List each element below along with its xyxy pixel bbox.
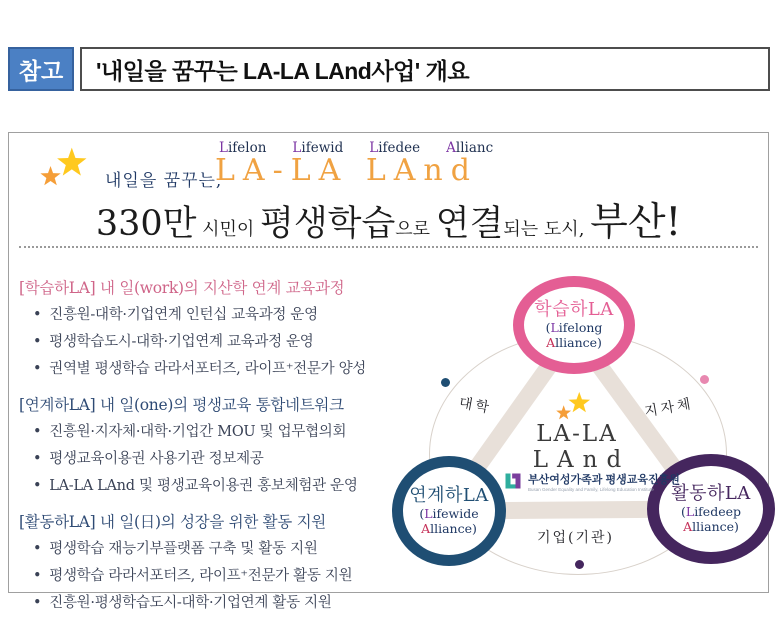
orbit-dot-purple xyxy=(575,560,584,569)
program-sections xyxy=(19,275,397,626)
circle-korean-label: 학습하LA xyxy=(534,298,614,320)
tagline-part: 연결 xyxy=(435,204,504,244)
tagline-part: 되는 도시, xyxy=(503,219,591,240)
brand-name: LA-LA LAnd xyxy=(215,153,478,188)
orbit-dot-pink xyxy=(700,375,709,384)
star-icon xyxy=(553,389,597,423)
diagram-center-title-line2: LAnd xyxy=(532,447,631,473)
dotted-divider xyxy=(19,246,758,248)
content-panel xyxy=(8,132,769,611)
orbit-dot-navy xyxy=(441,378,450,387)
tagline-part: 평생학습 xyxy=(260,204,396,244)
bullet-item: • 평생교육이용권 사용기관 정보제공 xyxy=(19,446,397,473)
bullet-item: • 평생학습 라라서포터즈, 라이프⁺전문가 활동 지원 xyxy=(19,563,397,590)
bullet-item: • LA-LA LAnd 및 평생교육이용권 홍보체험관 운영 xyxy=(19,473,397,500)
circle-english-label: (Lifelong Alliance) xyxy=(545,320,603,351)
acronym-label: Lifelon xyxy=(219,140,267,156)
reference-badge: 참고 xyxy=(8,47,74,91)
institute-logo-icon xyxy=(503,471,523,491)
tagline xyxy=(9,191,768,247)
institute-name: 부산여성가족과 평생교육진흥원 xyxy=(528,474,680,486)
circle-korean-label: 활동하LA xyxy=(671,482,751,504)
section-title: [활동하LA] 내 일(日)의 성장을 위한 활동 지원 xyxy=(19,513,326,531)
section-connect xyxy=(19,392,397,500)
node-label-local-gov: 지자체 xyxy=(643,395,695,421)
brand-prefix: 내일을 꿈꾸는, xyxy=(105,171,223,191)
section-learn xyxy=(19,275,397,383)
bullet-item: • 평생학습 재능기부플랫폼 구축 및 활동 지원 xyxy=(19,536,397,563)
tagline-part: 시민이 xyxy=(196,219,261,240)
bullet-item: • 권역별 평생학습 라라서포터즈, 라이프⁺전문가 양성 xyxy=(19,356,397,383)
section-title: [학습하LA] 내 일(work)의 지산학 연계 교육과정 xyxy=(19,279,345,297)
circle-korean-label: 연계하LA xyxy=(409,484,489,506)
bullet-item: • 진흥원·평생학습도시-대학·기업연계 활동 지원 xyxy=(19,590,397,617)
institute-name-english: Busan Gender Equality and Family, Lifelong Education Institute xyxy=(528,487,654,492)
node-label-university: 대학 xyxy=(457,395,494,417)
acronym-label: Lifedee xyxy=(369,140,421,156)
page-title: '내일을 꿈꾸는 LA-LA LAnd사업' 개요 xyxy=(80,47,770,91)
circle-english-label: (Lifewide Alliance) xyxy=(419,506,479,537)
section-title: [연계하LA] 내 일(one)의 평생교육 통합네트워크 xyxy=(19,396,344,414)
circle-english-label: (Lifedeep Alliance) xyxy=(680,504,742,535)
circle-lifelong-alliance xyxy=(513,276,635,374)
bullet-item: • 진흥원·지자체·대학·기업간 MOU 및 업무협의회 xyxy=(19,419,397,446)
bullet-item: • 진흥원-대학·기업연계 인턴십 교육과정 운영 xyxy=(19,302,397,329)
acronym-label: Lifewid xyxy=(292,140,344,156)
acronym-label: Allianc xyxy=(446,140,494,156)
bullet-item: • 평생학습도시-대학·기업연계 교육과정 운영 xyxy=(19,329,397,356)
section-activity xyxy=(19,509,397,617)
tagline-part: 으로 xyxy=(395,219,436,240)
tagline-part: 부산! xyxy=(590,200,682,245)
alliance-diagram xyxy=(381,263,770,593)
tagline-part: 330만 xyxy=(95,204,197,244)
circle-lifewide-alliance xyxy=(392,456,506,566)
node-label-company: 기업(기관) xyxy=(537,530,615,546)
diagram-center-title-line1: LA-LA xyxy=(536,421,618,447)
star-icon xyxy=(37,143,95,191)
institute-logo xyxy=(503,471,680,492)
